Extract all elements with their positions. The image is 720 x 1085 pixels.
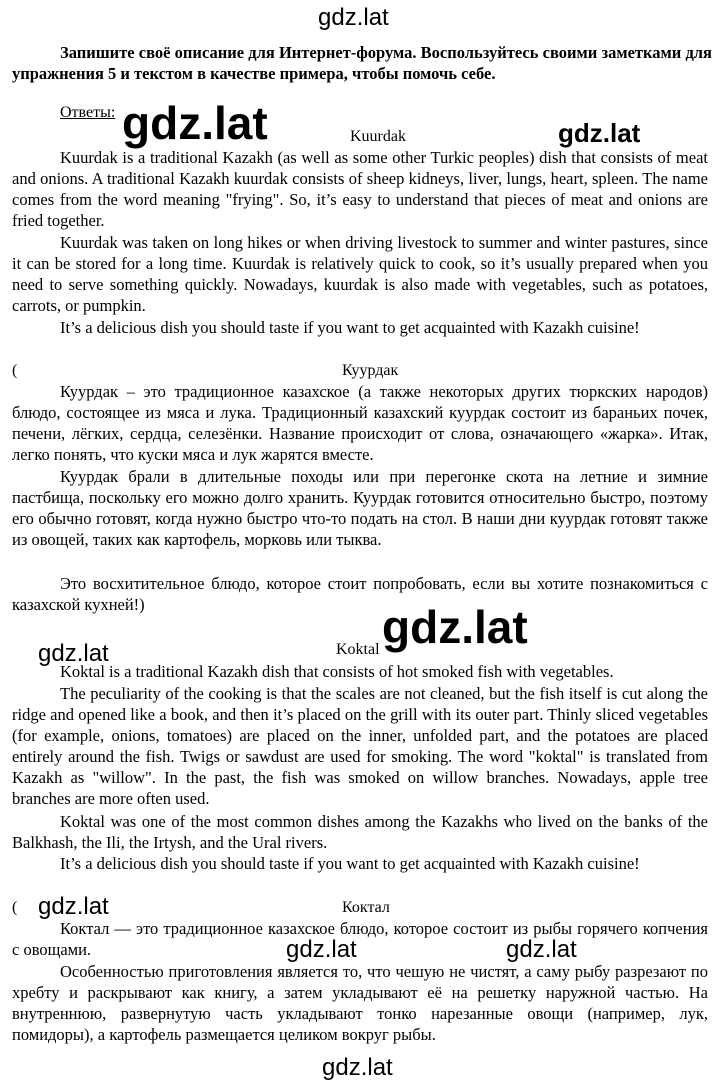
answers-label: Ответы: [60,104,116,121]
watermark-koktal-ru-left: gdz.lat [38,893,109,920]
kuurdak-en-paragraph-3: It’s a delicious dish you should taste if you want to get acquainted with Kazakh cuisine! [60,318,640,337]
kuurdak-ru-paragraph-3: Это восхитительное блюдо, которое стоит попробовать, если вы хотите познакомиться с казахской кухней!) [12,574,708,614]
koktal-ru-paragraph-1: Коктал — это традиционное казахское блюдо, которое состоит из рыбы горячего копчения с овощами. [12,919,708,959]
kuurdak-ru-open-paren: ( [12,362,18,379]
watermark-answers: gdz.lat [122,97,268,149]
watermark-bottom: gdz.lat [322,1054,393,1081]
koktal-en-paragraph-1: Koktal is a traditional Kazakh dish that consists of hot smoked fish with vegetables. [60,662,614,681]
watermark-top: gdz.lat [318,4,389,31]
watermark-koktal-ru-right: gdz.lat [506,936,577,963]
kuurdak-en-paragraph-1: Kuurdak is a traditional Kazakh (as well as some other Turkic peoples) dish that consists of meat and onions. A traditional Kazakh kuurdak consists of sheep kidneys, liver, lungs, heart, spleen. The name comes from the word meaning "frying". So, it’s easy to understand that pieces of meat and onions are fried together. [12,148,708,230]
koktal-en-title: Koktal [336,641,380,658]
watermark-middle: gdz.lat [382,601,528,653]
koktal-ru-title: Коктал [342,899,390,916]
koktal-ru-open-paren: ( [12,899,18,916]
watermark-kuurdak-right: gdz.lat [558,118,641,148]
task-instruction: Запишите своё описание для Интернет-форума. Воспользуйтесь своими заметками для упражнения 5 и текстом в качестве примера, чтобы помочь себе. [12,43,712,83]
kuurdak-ru-paragraph-2: Куурдак брали в длительные походы или при перегонке скота на летние и зимние пастбища, поскольку его можно долго хранить. Куурдак готовится относительно быстро, поэтому его обычно готовят, когда нужно быстро что-то подать на стол. В наши дни куурдак готовят также из овощей, таких как картофель, морковь или тыква. [12,467,708,549]
koktal-en-paragraph-2: The peculiarity of the cooking is that the scales are not cleaned, but the fish itself is cut along the ridge and opened like a book, and then it’s placed on the grill with its outer part. Thinly sliced vegetables (for example, onions, tomatoes) are placed on the inner, unfolded part, and the potatoes are placed entirely around the fish. Twigs or sawdust are used for smoking. The word "koktal" is translated from Kazakh as "willow". In the past, the fish was smoked on willow branches. Nowadays, apple tree branches are more often used. [12,684,708,808]
kuurdak-en-paragraph-2: Kuurdak was taken on long hikes or when driving livestock to summer and winter pastures, since it can be stored for a long time. Kuurdak is relatively quick to cook, so it’s usually prepared when you need to serve something quickly. Nowadays, kuurdak is also made with vegetables, such as potatoes, carrots, or pumpkin. [12,233,708,315]
watermark-koktal-ru-center: gdz.lat [286,936,357,963]
kuurdak-en-title: Kuurdak [350,128,406,145]
koktal-ru-paragraph-2: Особенностью приготовления является то, что чешую не чистят, а саму рыбу разрезают по хребту и раскрывают как книгу, а затем укладывают её на решетку наружной частью. На внутреннюю, развернутую часть укладывают тонко нарезанные овощи (например, лук, помидоры), а картофель размещается целиком вокруг рыбы. [12,962,708,1044]
koktal-en-paragraph-4: It’s a delicious dish you should taste if you want to get acquainted with Kazakh cuisine! [60,854,640,873]
watermark-middle-left: gdz.lat [38,640,109,667]
kuurdak-ru-paragraph-1: Куурдак – это традиционное казахское (а также некоторых других тюркских народов) блюдо, состоящее из мяса и лука. Традиционный казахский куурдак состоит из бараньих почек, печени, лёгких, сердца, селезёнки. Название происходит от слова, означающего «жарка». Итак, легко понять, что куски мяса и лук жарятся вместе. [12,382,708,464]
kuurdak-ru-title: Куурдак [342,362,399,379]
koktal-en-paragraph-3: Koktal was one of the most common dishes among the Kazakhs who lived on the banks of the Balkhash, the Ili, the Irtysh, and the Ural rivers. [12,812,708,852]
